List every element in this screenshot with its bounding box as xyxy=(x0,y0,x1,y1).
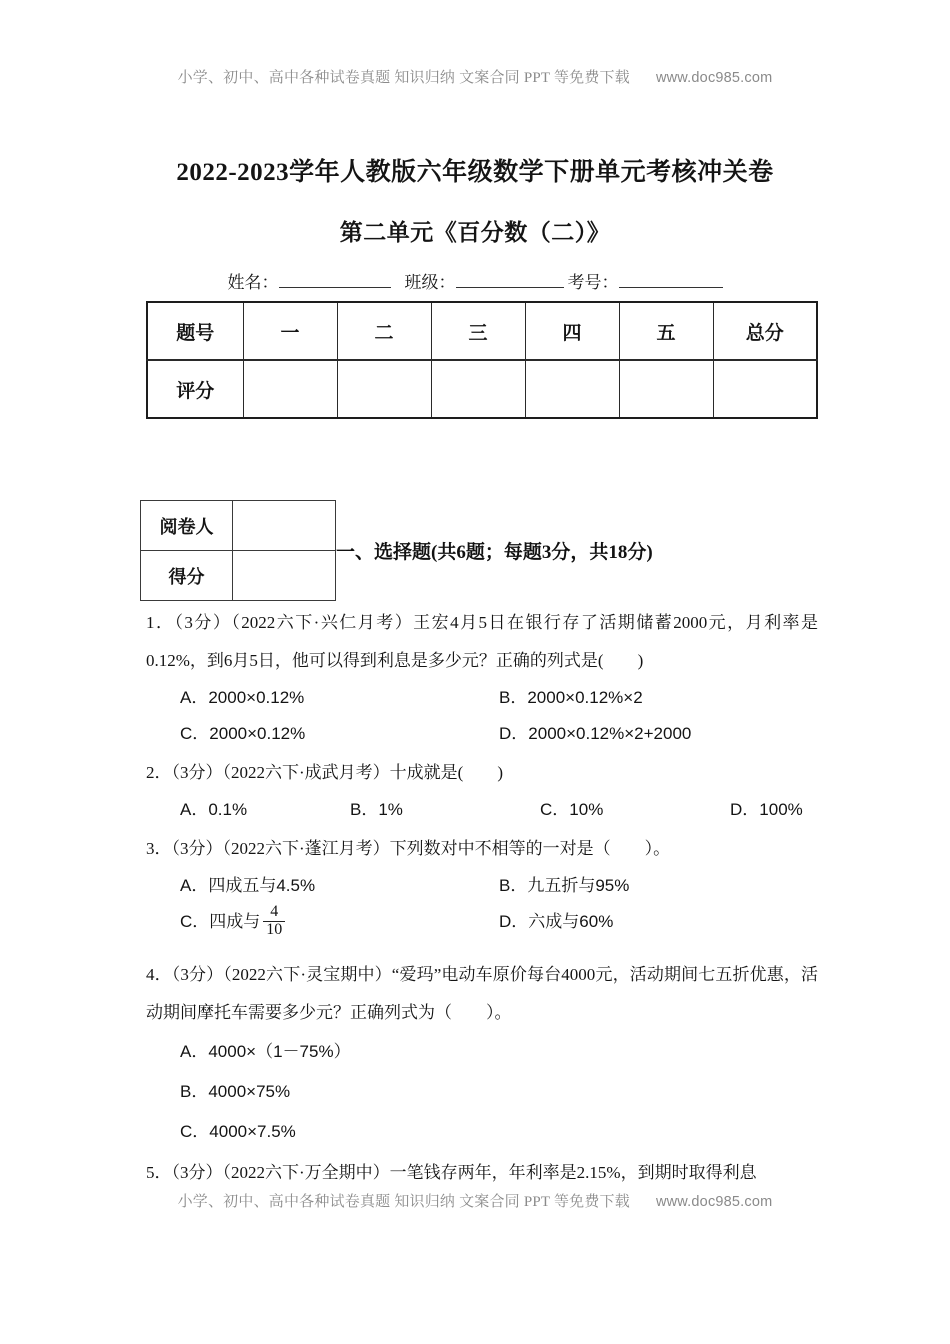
table-row xyxy=(141,551,336,601)
question-2-points: （3分） xyxy=(171,763,223,782)
question-2-options xyxy=(146,792,818,828)
grader-box xyxy=(140,500,336,601)
watermark-text: 小学、初中、高中各种试卷真题 知识归纳 文案合同 PPT 等免费下载 xyxy=(177,70,630,86)
fraction-numerator: 4 xyxy=(270,903,279,921)
option-label: C． xyxy=(180,1122,210,1141)
score-table-col-2: 二 xyxy=(337,302,431,360)
option-label: B． xyxy=(499,876,528,895)
question-3-number: 3． xyxy=(146,839,172,858)
option-text: 2000×0.12%×2 xyxy=(527,688,643,707)
section-heading: 一、选择题(共6题；每题3分，共18分) xyxy=(336,542,653,563)
question-3-options xyxy=(146,868,818,940)
question-4 xyxy=(146,956,818,1152)
option-text: 10% xyxy=(569,800,604,819)
option-text: 九五折与95% xyxy=(527,876,630,895)
question-1-points: （3分） xyxy=(174,613,232,632)
option-text: 4000×（1－75%） xyxy=(208,1042,351,1061)
question-1-source: （2022六下·兴仁月考） xyxy=(231,613,414,632)
watermark-site: www.doc985.com xyxy=(655,70,773,86)
question-4-source: （2022六下·灵宝期中） xyxy=(223,965,392,984)
score-table-row-label: 题号 xyxy=(147,302,243,360)
option-label: C． xyxy=(180,912,210,931)
question-2-option-c[interactable] xyxy=(540,792,730,828)
score-cell-4[interactable] xyxy=(525,360,619,418)
question-3-option-a[interactable] xyxy=(180,868,499,904)
option-label: B． xyxy=(180,1082,209,1101)
question-3-option-c[interactable] xyxy=(180,904,499,940)
question-5-number: 5． xyxy=(146,1163,172,1182)
option-label: A． xyxy=(180,800,209,819)
score-table-col-total: 总分 xyxy=(713,302,817,360)
watermark-text: 小学、初中、高中各种试卷真题 知识归纳 文案合同 PPT 等免费下载 xyxy=(177,1194,630,1210)
question-1 xyxy=(146,604,818,752)
question-1-option-a[interactable] xyxy=(180,680,499,716)
option-label: D． xyxy=(499,724,529,743)
question-4-number: 4． xyxy=(146,965,172,984)
question-2-text xyxy=(146,754,818,792)
option-label: A． xyxy=(180,876,209,895)
question-4-body: “爱玛”电动车原价每台4000元，活动期间七五折优惠，活动期间摩托车需要多少元？正确列式为（ ）。 xyxy=(146,965,819,1022)
option-label: C． xyxy=(180,724,210,743)
score-cell-1[interactable] xyxy=(243,360,337,418)
question-2-option-d[interactable] xyxy=(730,792,803,828)
question-3-body: 下列数对中不相等的一对是（ ）。 xyxy=(389,839,671,858)
fraction-four-tenths xyxy=(263,904,285,939)
question-5-text xyxy=(146,1154,818,1192)
table-row xyxy=(147,360,817,418)
question-3 xyxy=(146,830,818,940)
option-text: 2000×0.12% xyxy=(208,688,305,707)
question-1-body: 王宏4月5日在银行存了活期储蓄2000元，月利率是0.12%，到6月5日，他可以得到利息是多少元？正确的列式是( ) xyxy=(146,613,819,670)
question-1-option-c[interactable] xyxy=(180,716,499,752)
exam-number-input-blank[interactable] xyxy=(619,287,723,288)
question-4-points: （3分） xyxy=(171,965,224,984)
option-text: 4000×7.5% xyxy=(209,1122,296,1141)
watermark-site: www.doc985.com xyxy=(655,1194,773,1210)
class-input-blank[interactable] xyxy=(456,287,564,288)
score-cell-2[interactable] xyxy=(337,360,431,418)
questions-list xyxy=(146,604,818,1194)
score-table-col-3: 三 xyxy=(431,302,525,360)
score-table-col-5: 五 xyxy=(619,302,713,360)
score-table xyxy=(146,301,818,419)
page-subtitle: 第二单元《百分数（二）》 xyxy=(339,220,611,245)
option-text: 2000×0.12% xyxy=(209,724,306,743)
option-label: D． xyxy=(730,800,760,819)
page-title: 2022-2023学年人教版六年级数学下册单元考核冲关卷 xyxy=(176,159,774,186)
score-cell-total[interactable] xyxy=(713,360,817,418)
question-3-source: （2022六下·蓬江月考） xyxy=(222,839,390,858)
table-row xyxy=(147,302,817,360)
question-1-number: 1． xyxy=(146,613,175,632)
table-row xyxy=(141,501,336,551)
score-cell-3[interactable] xyxy=(431,360,525,418)
option-label: B． xyxy=(350,800,379,819)
option-text: 四成五与4.5% xyxy=(208,876,316,895)
question-2-option-a[interactable] xyxy=(180,792,350,828)
score-table-col-4: 四 xyxy=(525,302,619,360)
option-text: 1% xyxy=(378,800,403,819)
question-3-points: （3分） xyxy=(171,839,223,858)
question-2 xyxy=(146,754,818,828)
score-cell-5[interactable] xyxy=(619,360,713,418)
score-table-col-1: 一 xyxy=(243,302,337,360)
question-4-option-b[interactable] xyxy=(180,1072,818,1112)
option-text: 4000×75% xyxy=(208,1082,291,1101)
option-text: 四成与 xyxy=(209,912,261,931)
question-4-options xyxy=(146,1032,818,1152)
fraction-denominator: 10 xyxy=(263,921,285,939)
question-5-points: （3分） xyxy=(171,1163,223,1182)
question-4-option-a[interactable] xyxy=(180,1032,818,1072)
spacer xyxy=(146,942,818,956)
question-3-option-d[interactable] xyxy=(499,904,818,940)
question-4-option-c[interactable] xyxy=(180,1112,818,1152)
score-label: 得分 xyxy=(141,551,233,601)
identity-line xyxy=(0,268,950,293)
question-1-options xyxy=(146,680,818,752)
question-1-option-d[interactable] xyxy=(499,716,818,752)
option-text: 100% xyxy=(759,800,803,819)
reviewer-label: 阅卷人 xyxy=(141,501,233,551)
question-5 xyxy=(146,1154,818,1192)
page-header-watermark xyxy=(0,66,950,87)
option-text: 2000×0.12%×2+2000 xyxy=(528,724,692,743)
option-label: A． xyxy=(180,1042,209,1061)
name-label: 姓名： xyxy=(227,273,279,292)
score-table-row-label: 评分 xyxy=(147,360,243,418)
question-2-option-b[interactable] xyxy=(350,792,540,828)
question-3-text xyxy=(146,830,818,868)
option-text: 六成与60% xyxy=(528,912,614,931)
question-5-source: （2022六下·万全期中） xyxy=(222,1163,390,1182)
page-footer-watermark xyxy=(0,1190,950,1211)
exam-number-label: 考号： xyxy=(567,273,619,292)
option-label: D． xyxy=(499,912,529,931)
reviewer-value-cell[interactable] xyxy=(233,501,336,551)
question-1-option-b[interactable] xyxy=(499,680,818,716)
question-2-source: （2022六下·成武月考） xyxy=(222,763,390,782)
option-text: 0.1% xyxy=(208,800,248,819)
option-label: A． xyxy=(180,688,209,707)
option-label: B． xyxy=(499,688,528,707)
question-5-body: 一笔钱存两年，年利率是2.15%，到期时取得利息 xyxy=(389,1163,757,1182)
option-label: C． xyxy=(540,800,570,819)
question-1-text xyxy=(146,604,818,680)
grader-section xyxy=(140,500,653,601)
score-value-cell[interactable] xyxy=(233,551,336,601)
name-input-blank[interactable] xyxy=(279,287,391,288)
question-2-number: 2． xyxy=(146,763,172,782)
question-3-option-b[interactable] xyxy=(499,868,818,904)
class-label: 班级： xyxy=(404,273,456,292)
question-4-text xyxy=(146,956,818,1032)
question-2-body: 十成就是( ) xyxy=(389,763,503,782)
